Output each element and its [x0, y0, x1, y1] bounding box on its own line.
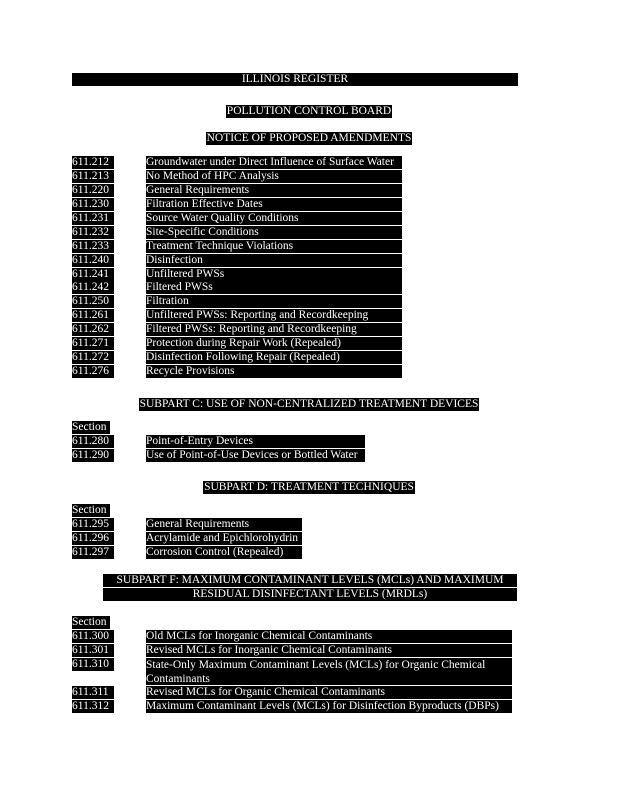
section-number: 611.271	[72, 337, 114, 350]
section-number: 611.296	[72, 532, 114, 545]
section-title: Source Water Quality Conditions	[146, 212, 402, 225]
section-number: 611.220	[72, 184, 114, 197]
subpart-c-title: SUBPART C: USE OF NON-CENTRALIZED TREATMENT DEVICES	[139, 398, 479, 410]
section-number: 611.312	[72, 700, 114, 713]
section-title: Use of Point-of-Use Devices or Bottled Water	[146, 449, 365, 462]
section-number: 611.250	[72, 295, 114, 308]
section-number: 611.300	[72, 630, 114, 643]
section-title: Point-of-Entry Devices	[146, 435, 365, 448]
section-number: 611.240	[72, 254, 114, 267]
subpart-f-heading	[103, 574, 517, 601]
section-number: 611.261	[72, 309, 114, 322]
subpart-d-heading	[0, 477, 618, 495]
section-number: 611.241	[72, 268, 114, 281]
section-title: Old MCLs for Inorganic Chemical Contaminants	[146, 630, 512, 643]
register-header-bar	[72, 73, 518, 86]
subpart-c-heading	[0, 394, 618, 412]
section-number: 611.212	[72, 156, 114, 169]
board-title: POLLUTION CONTROL BOARD	[226, 105, 392, 117]
section-title: Unfiltered PWSs: Reporting and Recordkeeping	[146, 309, 402, 322]
section-title: Filtration Effective Dates	[146, 198, 402, 211]
section-label: Section	[72, 504, 110, 517]
subpart-d-title: SUBPART D: TREATMENT TECHNIQUES	[204, 481, 414, 493]
section-number: 611.311	[72, 686, 114, 699]
section-number: 611.280	[72, 435, 114, 448]
section-title: Corrosion Control (Repealed)	[146, 546, 302, 559]
section-number: 611.232	[72, 226, 114, 239]
section-title: Site-Specific Conditions	[146, 226, 402, 239]
section-number: 611.276	[72, 365, 114, 378]
section-title: General Requirements	[146, 184, 402, 197]
section-title: Revised MCLs for Inorganic Chemical Contaminants	[146, 644, 512, 657]
section-title: Maximum Contaminant Levels (MCLs) for Disinfection Byproducts (DBPs)	[146, 700, 512, 713]
section-label: Section	[72, 421, 110, 434]
section-title: Recycle Provisions	[146, 365, 402, 378]
section-number: 611.242	[72, 281, 114, 294]
section-title: General Requirements	[146, 518, 302, 531]
section-number: 611.301	[72, 644, 114, 657]
notice-title: NOTICE OF PROPOSED AMENDMENTS	[206, 132, 412, 144]
section-title: No Method of HPC Analysis	[146, 170, 402, 183]
section-title: Unfiltered PWSs	[146, 268, 402, 281]
section-number: 611.310	[72, 658, 114, 671]
subpart-f-title-line2: RESIDUAL DISINFECTANT LEVELS (MRDLs)	[103, 588, 517, 601]
section-title: Treatment Technique Violations	[146, 240, 402, 253]
section-title: Protection during Repair Work (Repealed)	[146, 337, 402, 350]
board-heading	[0, 101, 618, 119]
section-number: 611.272	[72, 351, 114, 364]
section-number: 611.233	[72, 240, 114, 253]
section-number: 611.230	[72, 198, 114, 211]
section-title: Revised MCLs for Organic Chemical Contaminants	[146, 686, 512, 699]
section-title: Disinfection Following Repair (Repealed)	[146, 351, 402, 364]
section-title: State-Only Maximum Contaminant Levels (MCLs) for Organic Chemical Contaminants	[146, 658, 512, 685]
section-title: Filtration	[146, 295, 402, 308]
section-number: 611.295	[72, 518, 114, 531]
section-number: 611.297	[72, 546, 114, 559]
section-title: Filtered PWSs: Reporting and Recordkeeping	[146, 323, 402, 336]
subpart-f-title-line1: SUBPART F: MAXIMUM CONTAMINANT LEVELS (MCLs) AND MAXIMUM	[103, 574, 517, 587]
register-title: ILLINOIS REGISTER	[241, 73, 349, 85]
section-title: Groundwater under Direct Influence of Surface Water	[146, 156, 402, 169]
section-title: Disinfection	[146, 254, 402, 267]
section-label: Section	[72, 616, 110, 629]
section-number: 611.290	[72, 449, 114, 462]
section-number: 611.213	[72, 170, 114, 183]
section-number: 611.231	[72, 212, 114, 225]
section-title: Acrylamide and Epichlorohydrin	[146, 532, 302, 545]
notice-heading	[0, 128, 618, 146]
section-number: 611.262	[72, 323, 114, 336]
section-title: Filtered PWSs	[146, 281, 402, 294]
